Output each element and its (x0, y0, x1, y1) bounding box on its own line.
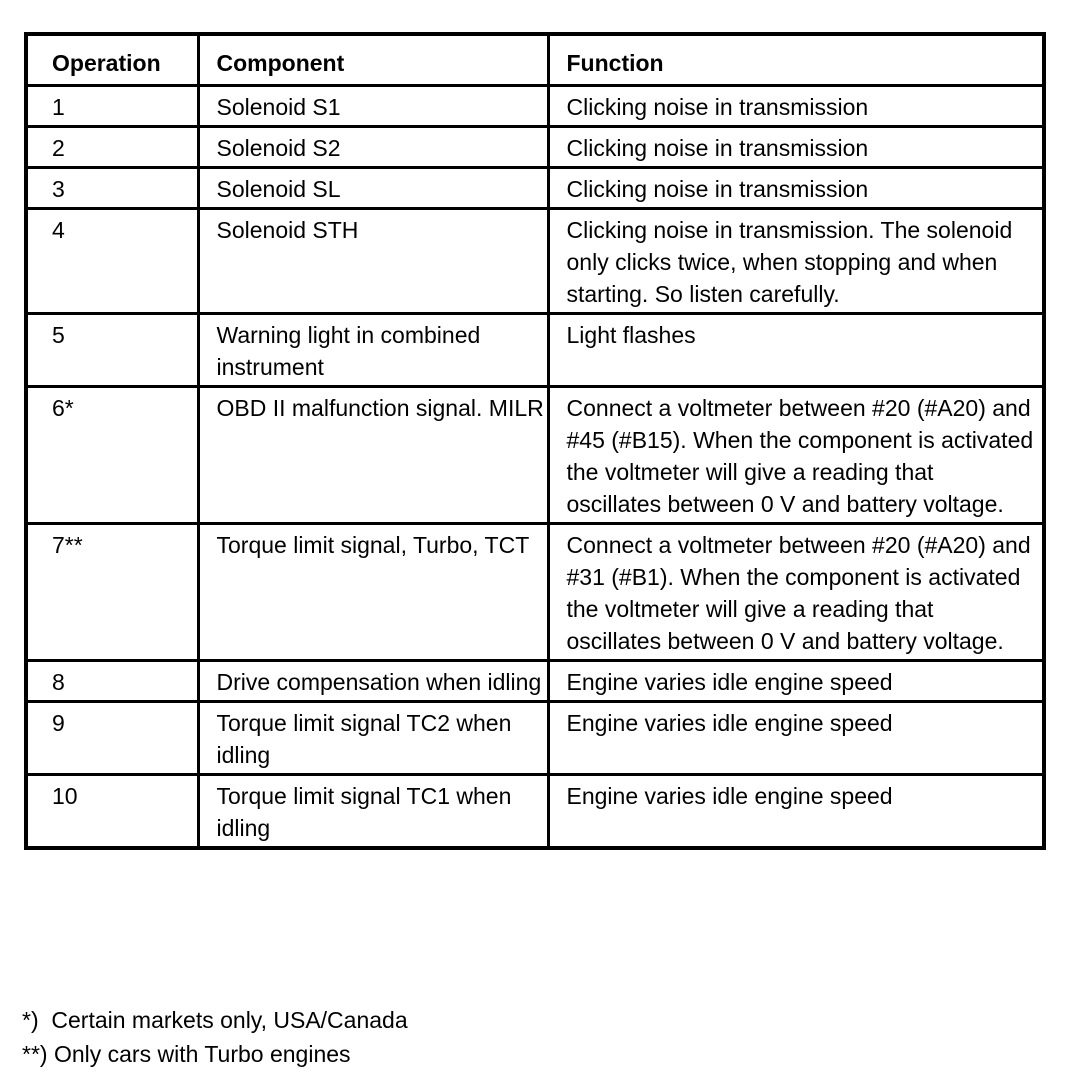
cell-component: OBD II malfunction signal. MILR (198, 386, 548, 523)
cell-operation: 9 (26, 701, 198, 774)
table-header-row (26, 34, 1044, 85)
cell-function: Engine varies idle engine speed (548, 701, 1044, 774)
cell-function: Clicking noise in transmission (548, 85, 1044, 126)
cell-component: Solenoid S1 (198, 85, 548, 126)
table-row (26, 701, 1044, 774)
cell-function: Connect a voltmeter between #20 (#A20) and #45 (#B15). When the component is activated the voltmeter will give a reading that oscillates between 0 V and battery voltage. (548, 386, 1044, 523)
cell-component: Drive compensation when idling (198, 660, 548, 701)
table-row (26, 126, 1044, 167)
table-row (26, 313, 1044, 386)
cell-operation: 7** (26, 523, 198, 660)
cell-function: Clicking noise in transmission (548, 167, 1044, 208)
cell-operation: 6* (26, 386, 198, 523)
footnotes (22, 1003, 408, 1071)
table-row (26, 85, 1044, 126)
cell-component: Torque limit signal, Turbo, TCT (198, 523, 548, 660)
header-function: Function (548, 34, 1044, 85)
cell-component: Solenoid STH (198, 208, 548, 313)
cell-component: Torque limit signal TC2 when idling (198, 701, 548, 774)
header-component: Component (198, 34, 548, 85)
cell-function: Connect a voltmeter between #20 (#A20) and #31 (#B1). When the component is activated the voltmeter will give a reading that oscillates between 0 V and battery voltage. (548, 523, 1044, 660)
footnote-markets: *) Certain markets only, USA/Canada (22, 1007, 408, 1033)
table-row (26, 660, 1044, 701)
cell-operation: 3 (26, 167, 198, 208)
table-row (26, 208, 1044, 313)
operations-table (24, 32, 1046, 850)
table-row (26, 523, 1044, 660)
cell-operation: 5 (26, 313, 198, 386)
cell-operation: 1 (26, 85, 198, 126)
cell-component: Torque limit signal TC1 when idling (198, 774, 548, 848)
cell-component: Solenoid SL (198, 167, 548, 208)
table-row (26, 167, 1044, 208)
cell-function: Light flashes (548, 313, 1044, 386)
cell-function: Clicking noise in transmission (548, 126, 1044, 167)
cell-operation: 8 (26, 660, 198, 701)
header-operation: Operation (26, 34, 198, 85)
cell-function: Engine varies idle engine speed (548, 774, 1044, 848)
table-row (26, 386, 1044, 523)
footnote-turbo: **) Only cars with Turbo engines (22, 1041, 351, 1067)
table-row (26, 774, 1044, 848)
cell-operation: 2 (26, 126, 198, 167)
cell-operation: 10 (26, 774, 198, 848)
cell-operation: 4 (26, 208, 198, 313)
cell-function: Engine varies idle engine speed (548, 660, 1044, 701)
cell-component: Warning light in combined instrument (198, 313, 548, 386)
cell-function: Clicking noise in transmission. The solenoid only clicks twice, when stopping and when starting. So listen carefully. (548, 208, 1044, 313)
cell-component: Solenoid S2 (198, 126, 548, 167)
